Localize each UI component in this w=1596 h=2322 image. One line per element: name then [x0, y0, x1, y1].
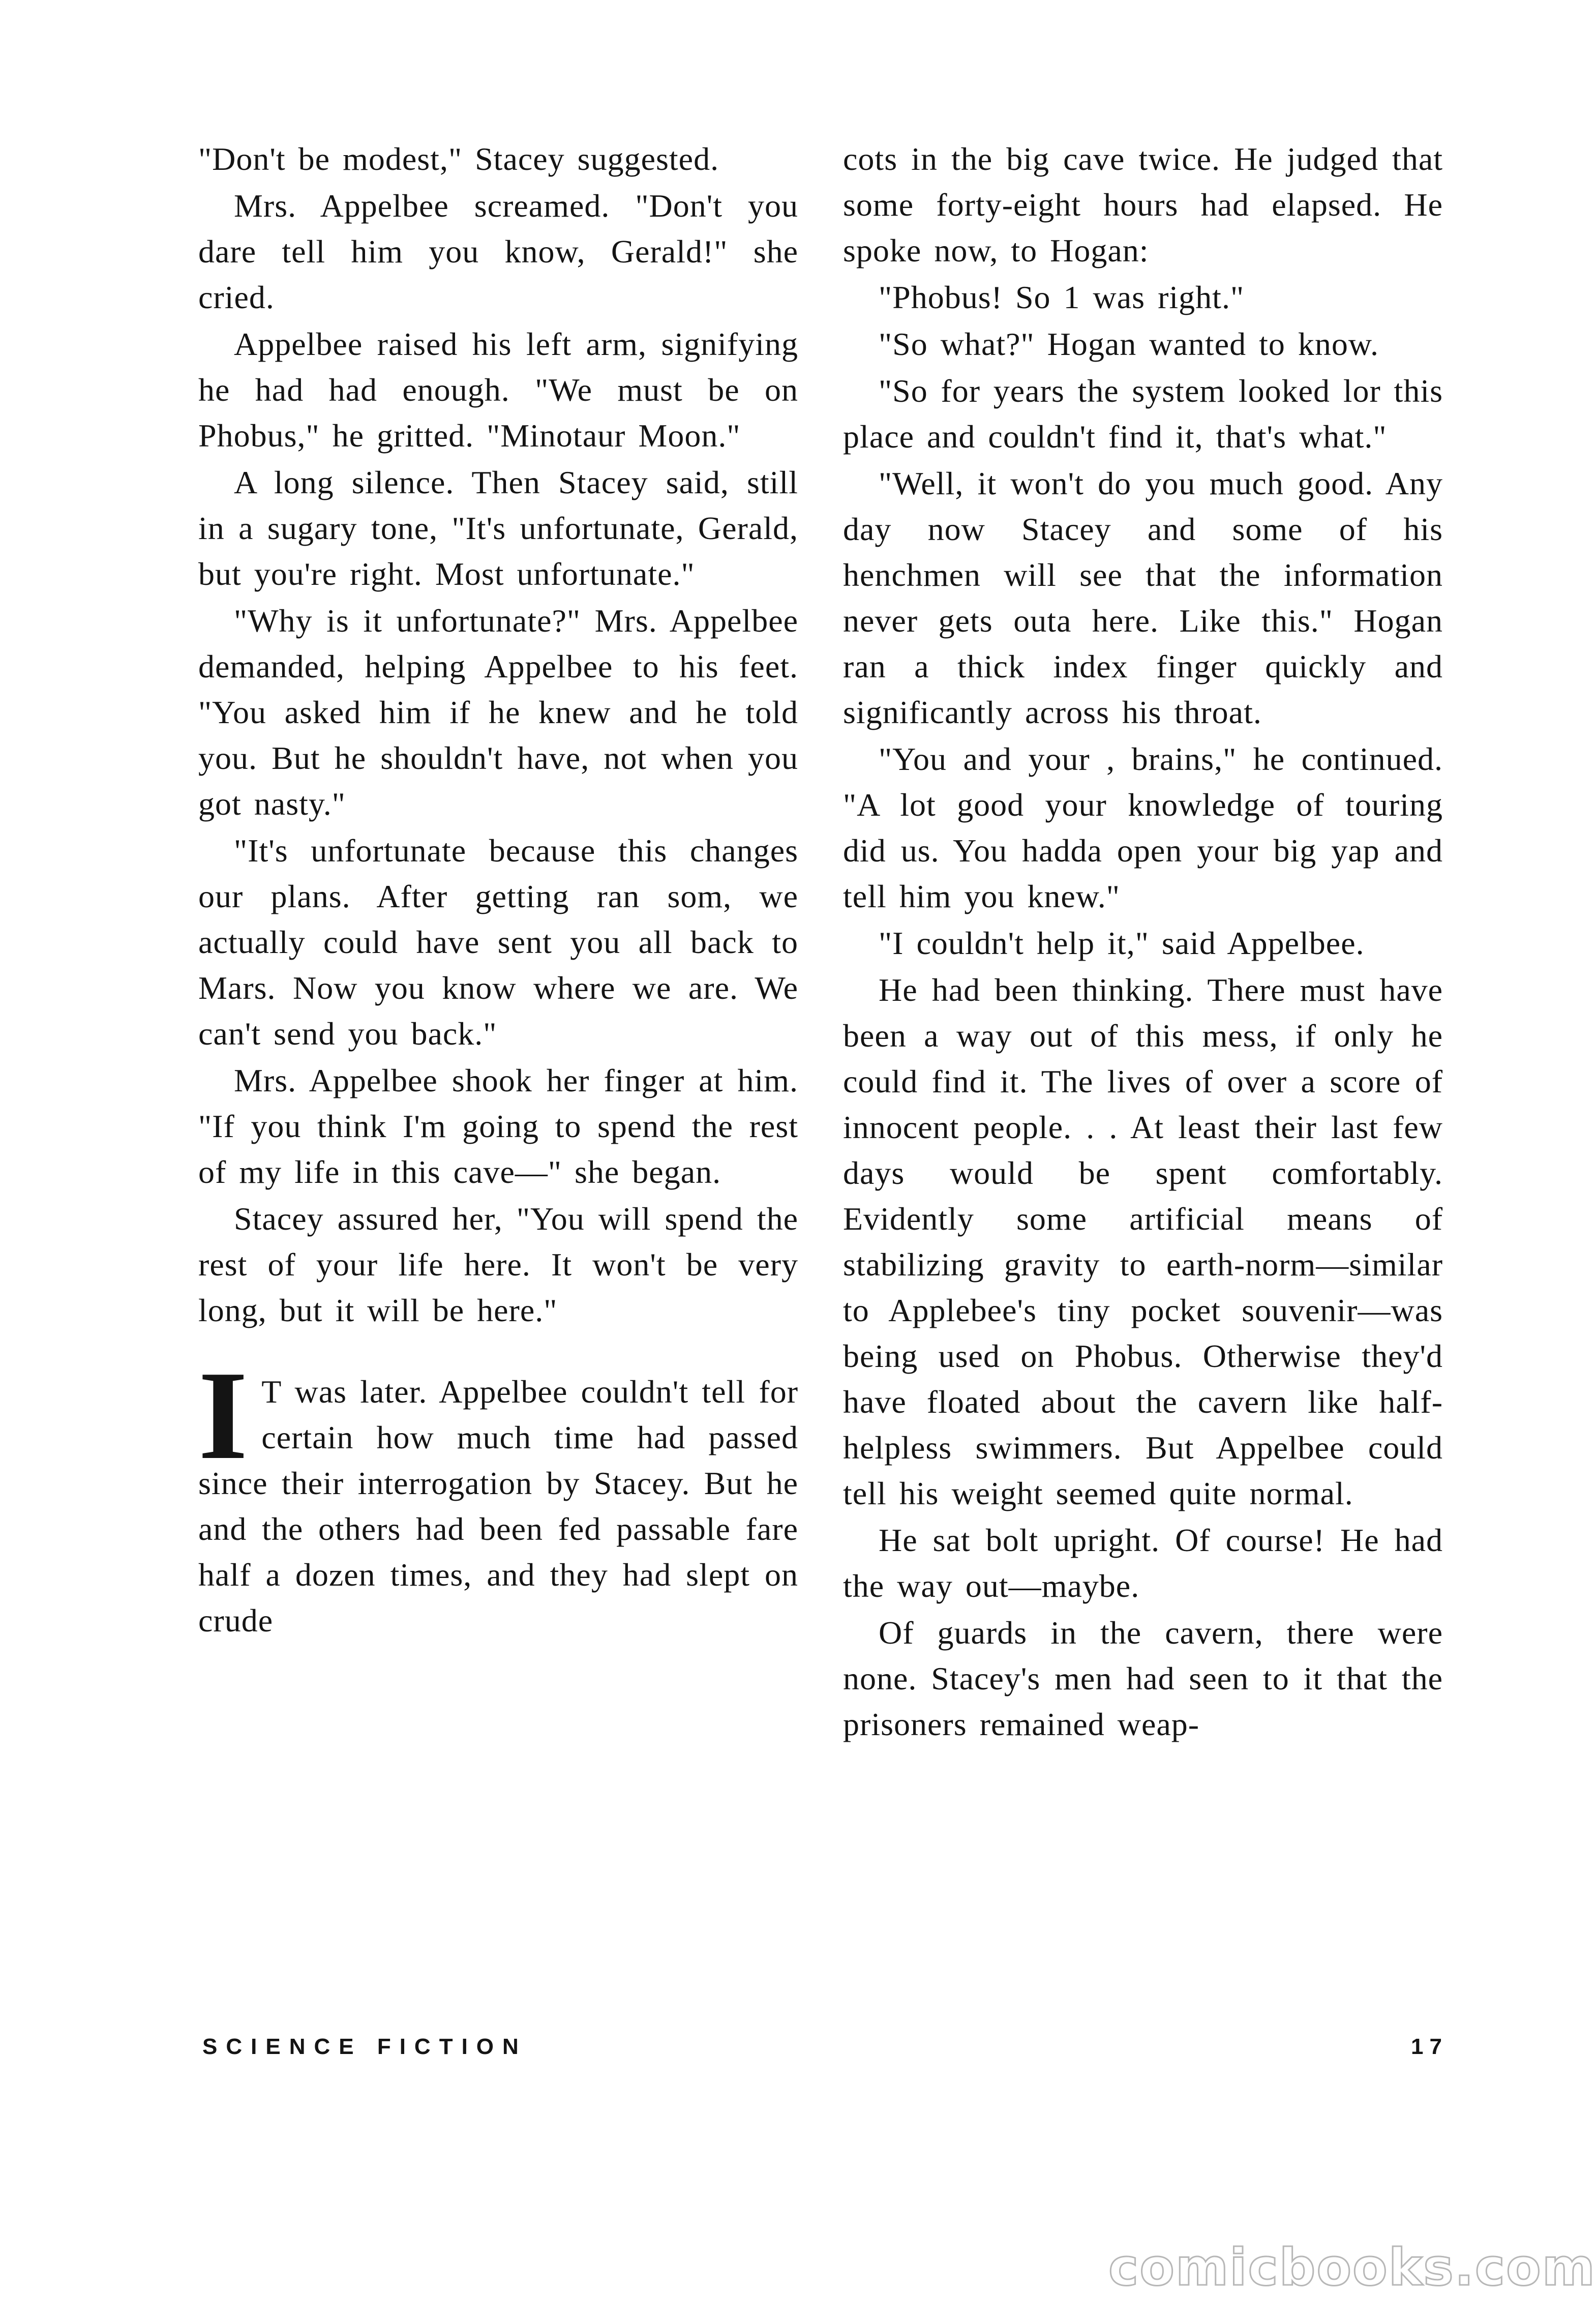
- paragraph: "You and your , brains," he continued. "A lot good your knowledge of touring did us. You hadda open your big yap and tell him you knew.": [843, 741, 1443, 914]
- paragraph: Stacey assured her, "You will spend the rest of your life here. It won't be very long, but it will be here.": [198, 1201, 798, 1328]
- paragraph: A long silence. Then Stacey said, still in a sugary tone, "It's unfortunate, Gerald, but you're right. Most unfortunate.": [198, 464, 798, 592]
- paragraph: "Well, it won't do you much good. Any day now Stacey and some of his henchmen will see that the information never gets outa here. Like this." Hogan ran a thick index finger quickly and significantly across his throat.: [843, 465, 1443, 730]
- paragraph: cots in the big cave twice. He judged that some forty-eight hours had elapsed. He spoke now, to Hogan:: [843, 141, 1443, 269]
- left-column: [198, 136, 798, 1645]
- paragraph: "Phobus! So 1 was right.": [879, 279, 1245, 315]
- paragraph: He had been thinking. There must have been a way out of this mess, if only he could find it. The lives of over a score of innocent people. . . At least their last few days would be spent comfortably. Evidently some artificial means of stabilizing gravity to earth-norm—similar to Applebee's tiny pocket souvenir—was being used on Phobus. Otherwise they'd have floated about the cavern like half-helpless swimmers. But Appelbee could tell his weight seemed quite normal.: [843, 972, 1443, 1511]
- paragraph: "Don't be modest," Stacey suggested.: [198, 141, 719, 177]
- paragraph: He sat bolt upright. Of course! He had the way out—maybe.: [843, 1522, 1443, 1604]
- watermark-logo: comicbooks.com: [1108, 2238, 1596, 2297]
- paragraph: "Why is it unfortunate?" Mrs. Appelbee demanded, helping Appelbee to his feet. "You asked him if he knew and he told you. But he shouldn't have, not when you got nasty.": [198, 603, 798, 822]
- paragraph: Appelbee raised his left arm, signifying he had had enough. "We must be on Phobus," he gritted. "Minotaur Moon.": [198, 326, 798, 454]
- paragraph: "So for years the system looked lor this place and couldn't find it, that's what.": [843, 373, 1443, 455]
- dropcap-paragraph: [198, 1345, 798, 1644]
- dropcap-letter: I: [198, 1345, 249, 1486]
- page-number: 17: [1411, 2034, 1448, 2059]
- running-footer-magazine: SCIENCE FICTION: [202, 2034, 527, 2059]
- paragraph: "So what?" Hogan wanted to know.: [879, 326, 1379, 362]
- paragraph: Mrs. Appelbee shook her finger at him. "If you think I'm going to spend the rest of my life in this cave—" she began.: [198, 1062, 798, 1190]
- paragraph: "It's unfortunate because this changes our plans. After getting ran som, we actually could have sent you all back to Mars. Now you know where we are. We can't send you back.": [198, 832, 798, 1052]
- dropcap-paragraph-text: T was later. Appelbee couldn't tell for certain how much time had passed since their interrogation by Stacey. But he and the others had been fed passable fare half a dozen times, and they had slept on crude: [198, 1374, 798, 1639]
- right-column: [843, 136, 1443, 1748]
- paragraph: Of guards in the cavern, there were none. Stacey's men had seen to it that the prisoners remained weap-: [843, 1615, 1443, 1742]
- paragraph: Mrs. Appelbee screamed. "Don't you dare tell him you know, Gerald!" she cried.: [198, 188, 798, 315]
- paragraph: "I couldn't help it," said Appelbee.: [879, 925, 1365, 961]
